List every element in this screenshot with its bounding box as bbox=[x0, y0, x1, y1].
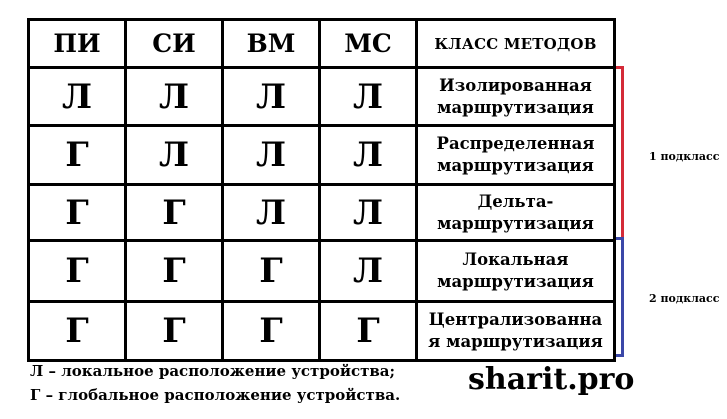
subclass-2-label: 2 подкласс bbox=[649, 292, 720, 305]
cell-si: Л bbox=[126, 68, 223, 126]
header-si: СИ bbox=[126, 20, 223, 68]
legend-global: Г – глобальное расположение устройства. bbox=[30, 386, 401, 404]
method-name-line2: маршрутизация bbox=[437, 97, 594, 117]
table-row bbox=[29, 302, 615, 361]
header-ms: МС bbox=[320, 20, 417, 68]
cell-ms: Л bbox=[320, 126, 417, 185]
cell-si: Л bbox=[126, 126, 223, 185]
method-name-line1: Централизованна bbox=[428, 310, 603, 329]
method-name-line2: маршрутизация bbox=[437, 272, 594, 291]
cell-si: Г bbox=[126, 241, 223, 302]
cell-vm: Г bbox=[223, 241, 320, 302]
cell-method-name bbox=[417, 241, 615, 302]
cell-ms: Г bbox=[320, 302, 417, 361]
header-vm: ВМ bbox=[223, 20, 320, 68]
site-watermark: sharit.pro bbox=[468, 362, 635, 397]
cell-vm: Л bbox=[223, 68, 320, 126]
cell-method-name bbox=[417, 68, 615, 126]
method-name-line2: маршрутизация bbox=[437, 156, 594, 175]
cell-pi: Л bbox=[29, 68, 126, 126]
table-row bbox=[29, 68, 615, 126]
cell-ms: Л bbox=[320, 185, 417, 241]
cell-pi: Г bbox=[29, 241, 126, 302]
table-row bbox=[29, 185, 615, 241]
method-name-line2: маршрутизация bbox=[437, 213, 594, 233]
method-name-line2: я маршрутизация bbox=[428, 332, 603, 351]
subclass-1-label: 1 подкласс bbox=[649, 150, 720, 163]
header-pi: ПИ bbox=[29, 20, 126, 68]
table-header-row bbox=[29, 20, 615, 68]
cell-si: Г bbox=[126, 185, 223, 241]
subclass-2-bracket bbox=[616, 237, 624, 357]
method-name-line1: Распределенная bbox=[436, 134, 595, 153]
legend-local: Л – локальное расположение устройства; bbox=[30, 362, 396, 380]
method-name-line1: Изолированная bbox=[439, 75, 592, 95]
subclass-1-bracket bbox=[616, 66, 624, 240]
cell-method-name bbox=[417, 185, 615, 241]
cell-method-name bbox=[417, 126, 615, 185]
cell-pi: Г bbox=[29, 126, 126, 185]
cell-vm: Л bbox=[223, 126, 320, 185]
cell-vm: Л bbox=[223, 185, 320, 241]
table-row bbox=[29, 126, 615, 185]
cell-method-name bbox=[417, 302, 615, 361]
method-name-line1: Дельта- bbox=[477, 191, 554, 211]
table-row bbox=[29, 241, 615, 302]
cell-ms: Л bbox=[320, 68, 417, 126]
routing-methods-table bbox=[27, 18, 616, 362]
cell-ms: Л bbox=[320, 241, 417, 302]
cell-si: Г bbox=[126, 302, 223, 361]
cell-pi: Г bbox=[29, 185, 126, 241]
cell-pi: Г bbox=[29, 302, 126, 361]
method-name-line1: Локальная bbox=[462, 250, 569, 269]
header-method-class: КЛАСС МЕТОДОВ bbox=[417, 20, 615, 68]
cell-vm: Г bbox=[223, 302, 320, 361]
